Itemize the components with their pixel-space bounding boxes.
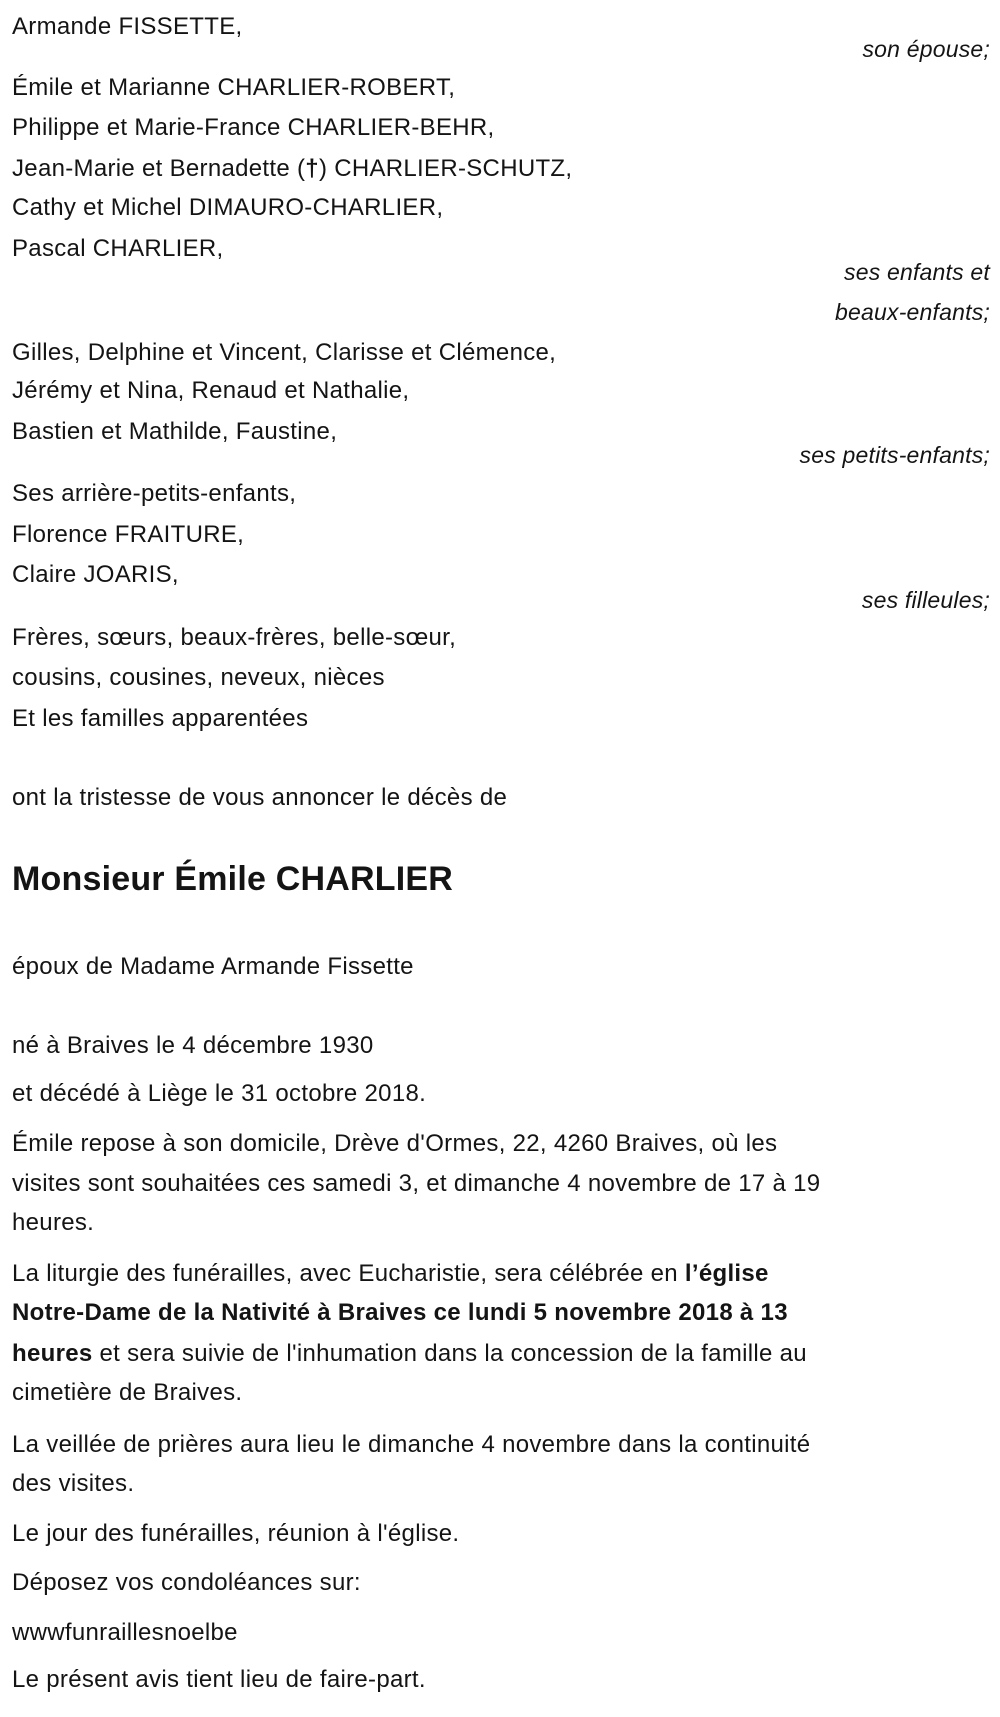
spouse-name: Armande FISSETTE, <box>12 13 243 40</box>
visitation-line-2: visites sont souhaitées ces samedi 3, et dimanche 4 novembre de 17 à 19 <box>12 1170 821 1197</box>
child-line-4: Cathy et Michel DIMAURO-CHARLIER, <box>12 194 444 221</box>
liturgy-burial-text: et sera suivie de l'inhumation dans la concession de la famille au <box>92 1340 807 1367</box>
child-line-1: Émile et Marianne CHARLIER-ROBERT, <box>12 74 456 101</box>
liturgy-text: La liturgie des funérailles, avec Eucharistie, sera célébrée en <box>12 1260 685 1287</box>
child-line-3 <box>12 153 572 185</box>
closing-note: Le présent avis tient lieu de faire-part. <box>12 1666 426 1693</box>
role-children-line-1: ses enfants et <box>844 259 990 285</box>
relatives-line-3: Et les familles apparentées <box>12 705 309 732</box>
role-spouse: son épouse; <box>862 36 990 62</box>
vigil-line-2: des visites. <box>12 1470 135 1497</box>
child-line-3-prefix: Jean-Marie et Bernadette ( <box>12 155 306 182</box>
godchild-line-2: Florence FRAITURE, <box>12 521 245 548</box>
godchild-line-3: Claire JOARIS, <box>12 561 179 588</box>
child-line-3-suffix: ) CHARLIER-SCHUTZ, <box>318 155 573 182</box>
condolences-label: Déposez vos condoléances sur: <box>12 1569 361 1596</box>
announcement-intro: ont la tristesse de vous annoncer le décès de <box>12 784 508 811</box>
liturgy-location-bold: l’église <box>684 1260 769 1287</box>
grandchild-line-3: Bastien et Mathilde, Faustine, <box>12 418 338 445</box>
spouse-of: époux de Madame Armande Fissette <box>12 953 414 980</box>
role-godchildren: ses filleules; <box>861 587 990 613</box>
liturgy-time-bold: heures <box>12 1340 93 1367</box>
liturgy-line-4: cimetière de Braives. <box>12 1379 243 1406</box>
vigil-line-1: La veillée de prières aura lieu le dimanche 4 novembre dans la continuité <box>12 1431 811 1458</box>
child-line-2: Philippe et Marie-France CHARLIER-BEHR, <box>12 114 495 141</box>
meeting-info: Le jour des funérailles, réunion à l'église. <box>12 1520 460 1547</box>
visitation-line-3: heures. <box>12 1209 95 1236</box>
godchild-line-1: Ses arrière-petits-enfants, <box>12 480 297 507</box>
role-grandchildren: ses petits-enfants; <box>799 442 990 468</box>
death-info: et décédé à Liège le 31 octobre 2018. <box>12 1080 427 1107</box>
relatives-line-1: Frères, sœurs, beaux-frères, belle-sœur, <box>12 624 457 651</box>
condolences-website: wwwfunraillesnoelbe <box>12 1619 238 1646</box>
child-line-5: Pascal CHARLIER, <box>12 235 224 262</box>
visitation-line-1: Émile repose à son domicile, Drève d'Ormes, 22, 4260 Braives, où les <box>12 1130 778 1157</box>
grandchild-line-1: Gilles, Delphine et Vincent, Clarisse et Clémence, <box>12 339 557 366</box>
grandchild-line-2: Jérémy et Nina, Renaud et Nathalie, <box>12 377 410 404</box>
liturgy-line-1 <box>12 1258 769 1290</box>
dagger-icon: † <box>305 155 319 182</box>
role-children-line-2: beaux-enfants; <box>835 299 990 325</box>
relatives-line-2: cousins, cousines, neveux, nièces <box>12 664 385 691</box>
birth-info: né à Braives le 4 décembre 1930 <box>12 1032 374 1059</box>
liturgy-line-3 <box>12 1338 807 1370</box>
liturgy-line-2: Notre-Dame de la Nativité à Braives ce lundi 5 novembre 2018 à 13 <box>12 1299 788 1326</box>
deceased-name-heading: Monsieur Émile CHARLIER <box>12 860 453 898</box>
